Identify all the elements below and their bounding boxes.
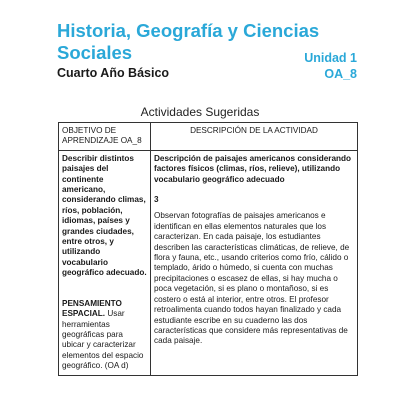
- activity-number: 3: [154, 195, 159, 205]
- objective-column-header: OBJETIVO DE APRENDIZAJE OA_8: [59, 123, 151, 151]
- document-title-line-1: Historia, Geografía y Ciencias: [57, 20, 320, 41]
- skill-paragraph: [62, 299, 147, 372]
- table-row: [59, 150, 358, 375]
- level-row: [57, 66, 357, 80]
- description-column-header: DESCRIPCIÓN DE LA ACTIVIDAD: [151, 123, 358, 151]
- objective-cell: [59, 150, 151, 375]
- table-header-row: [59, 123, 358, 151]
- section-title: Actividades Sugeridas: [140, 105, 260, 119]
- level-label: Cuarto Año Básico: [57, 66, 170, 80]
- oa-label: OA_8: [324, 67, 357, 81]
- skill-text: Usar herramientas geográficas para ubicar y caracterizar elementos del espacio geográfico. (OA d): [62, 309, 144, 371]
- objective-text: Describir distintos paisajes del continente americano, considerando climas, ríos, población, idiomas, países y grandes ciudades, entre otros, y utilizando vocabulario geográfico adecuado.: [62, 153, 147, 278]
- description-cell: [151, 150, 358, 375]
- skill-label: PENSAMIENTO ESPACIAL.: [62, 298, 122, 319]
- activity-title: Descripción de paisajes americanos considerando factores físicos (climas, ríos, relieve), utilizando vocabulario geográfico adecuado: [154, 153, 352, 184]
- activities-table: [58, 122, 358, 376]
- unit-label: Unidad 1: [304, 51, 357, 65]
- activity-text: Observan fotografías de paisajes americanos e identifican en ellas elementos naturales que los caracterizan. En cada paisaje, los estudiantes describen las características climáticas, de relieve, de flora y fauna, etc., usando criterios como frío, cálido o templado, árido o húmedo, si cuenta con muchas precipitaciones o escasez de ellas, si hay mucha o poca vegetación, si es plano o montañoso, si es costero o está al interior, entre otros. El profesor retroalimenta cuando todos hayan finalizado y cada estudiante escribe en su cuaderno las dos características que considere más representativas de cada paisaje.: [154, 211, 350, 346]
- document-title-line-2: Sociales: [57, 42, 133, 63]
